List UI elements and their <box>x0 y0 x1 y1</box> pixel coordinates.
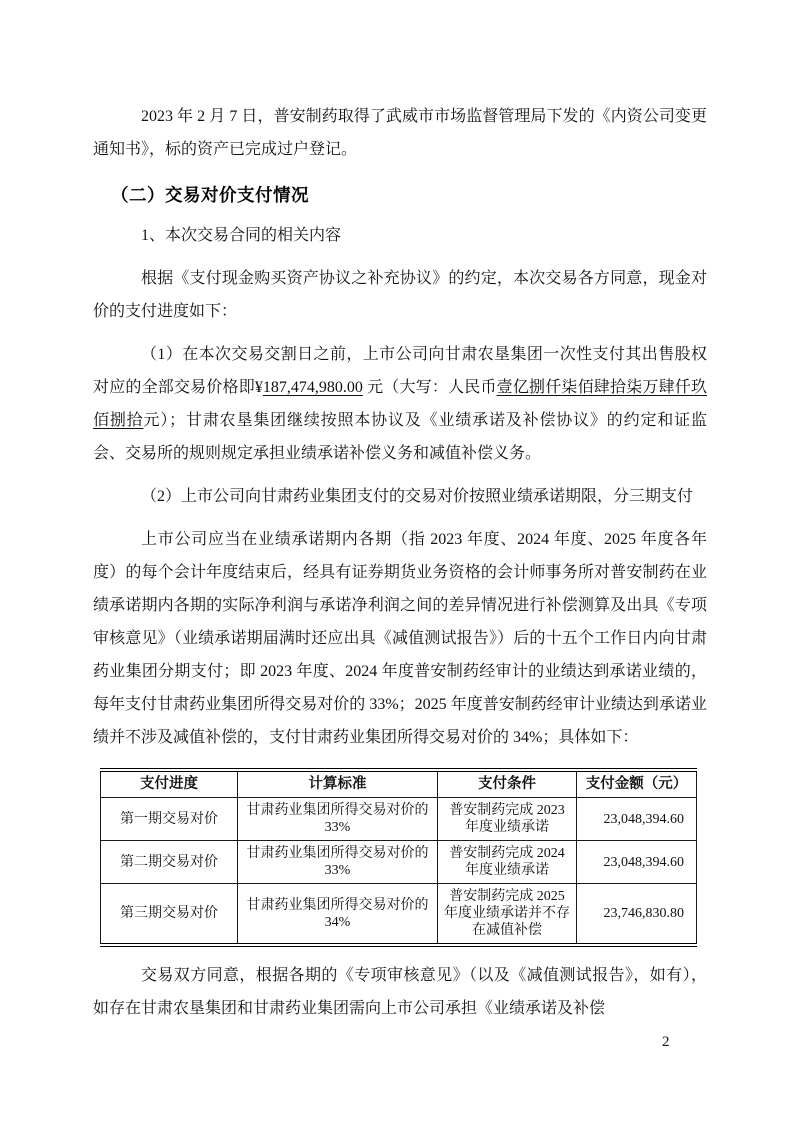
cell-condition: 普安制药完成 2025 年度业绩承诺并不存在减值补偿 <box>438 884 577 946</box>
page-number: 2 <box>662 1034 670 1050</box>
header-payment-condition: 支付条件 <box>438 770 577 798</box>
paragraph-registration: 2023 年 2 月 7 日，普安制药取得了武威市市场监督管理局下发的《内资公司变更通知书》，标的资产已完成过户登记。 <box>93 108 707 158</box>
item1-text-post: 元）；甘肃农垦集团继续按照本协议及《业绩承诺及补偿协议》的约定和证监会、交易所的规则规定承担业绩承诺补偿义务和减值补偿义务。 <box>93 412 707 462</box>
payment-schedule-table <box>100 768 697 947</box>
section-heading: （二）交易对价支付情况 <box>111 185 309 205</box>
cell-amount: 23,048,394.60 <box>577 841 697 884</box>
table-row <box>101 798 697 841</box>
cell-period: 第二期交易对价 <box>101 841 238 884</box>
subsection-title: 1、本次交易合同的相关内容 <box>141 227 342 244</box>
cell-standard: 甘肃药业集团所得交易对价的34% <box>238 884 438 946</box>
paragraph-schedule: 上市公司应当在业绩承诺期内各期（指 2023 年度、2024 年度、2025 年度各年度）的每个会计年度结束后，经具有证券期货业务资格的会计师事务所对普安制药在业绩承诺期内各期的实际净利润与承诺净利润之间的差异情况进行补偿测算及出具《专项审核意见》（业绩承诺期届满时还应出具《减值测试报告》）后的十五个工作日内向甘肃药业集团分期支付；即 2023 年度、2024 年度普安制药经审计的业绩达到承诺业绩的，每年支付甘肃药业集团所得交易对价的 33%；2025 年度普安制药经审计业绩达到承诺业绩并不涉及减值补偿的，支付甘肃药业集团所得交易对价的 34%；具体如下： <box>93 531 707 746</box>
table-row <box>101 884 697 946</box>
header-payment-amount: 支付金额（元） <box>577 770 697 798</box>
paragraph-item-2: （2）上市公司向甘肃药业集团支付的交易对价按照业绩承诺期限，分三期支付 <box>141 488 694 505</box>
cell-period: 第一期交易对价 <box>101 798 238 841</box>
header-calc-standard: 计算标准 <box>238 770 438 798</box>
cell-period: 第三期交易对价 <box>101 884 238 946</box>
table-header-row <box>101 770 697 798</box>
cell-condition: 普安制药完成 2023 年度业绩承诺 <box>438 798 577 841</box>
transaction-amount-figure: 187,474,980.00 <box>262 379 363 396</box>
cell-amount: 23,048,394.60 <box>577 798 697 841</box>
paragraph-item-1 <box>93 338 707 470</box>
cell-standard: 甘肃药业集团所得交易对价的33% <box>238 798 438 841</box>
paragraph-agreement: 根据《支付现金购买资产协议之补充协议》的约定，本次交易各方同意，现金对价的支付进度如下： <box>93 270 707 320</box>
table-row <box>101 841 697 884</box>
cell-standard: 甘肃药业集团所得交易对价的33% <box>238 841 438 884</box>
item1-text-mid: 元（大写：人民币 <box>362 379 497 396</box>
cell-amount: 23,746,830.80 <box>577 884 697 946</box>
header-payment-stage: 支付进度 <box>101 770 238 798</box>
cell-condition: 普安制药完成 2024 年度业绩承诺 <box>438 841 577 884</box>
item1-text-pre: （1）在本次交易交割日之前，上市公司向甘肃农垦集团一次性支付其出售股权对应的全部交易价格即¥ <box>93 346 707 396</box>
transaction-amount-words: 壹亿捌仟柒佰肆拾柒万肆仟玖佰捌拾 <box>93 379 707 429</box>
paragraph-followup: 交易双方同意，根据各期的《专项审核意见》（以及《减值测试报告》，如有），如存在甘肃农垦集团和甘肃药业集团需向上市公司承担《业绩承诺及补偿 <box>93 967 707 1017</box>
